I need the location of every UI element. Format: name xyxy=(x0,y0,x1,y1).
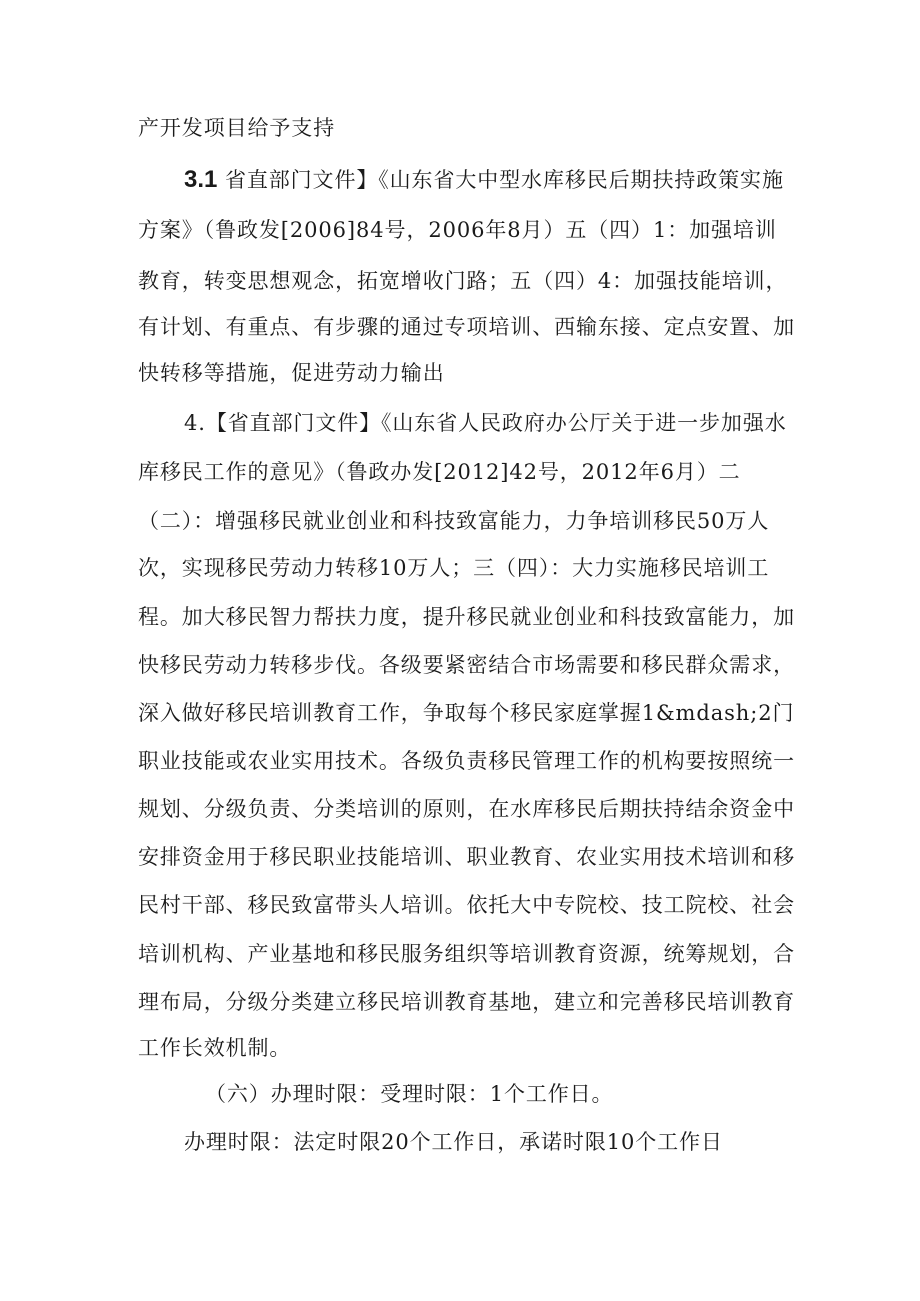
text-line-20: 工作长效机制。 xyxy=(138,1036,292,1060)
text-line-15: 规划、分级负责、分类培训的原则，在水库移民后期扶持结余资金中 xyxy=(138,797,795,821)
text-line-7: 4.【省直部门文件】《山东省人民政府办公厅关于进一步加强水 xyxy=(184,411,787,435)
text-line-16: 安排资金用于移民职业技能培训、职业教育、农业实用技术培训和移 xyxy=(138,845,795,869)
text-line-19: 理布局，分级分类建立移民培训教育基地，建立和完善移民培训教育 xyxy=(138,990,795,1014)
text-line-6: 快转移等措施，促进劳动力输出 xyxy=(138,361,445,385)
text-line-3: 方案》（鲁政发[2006]84号，2006年8月）五（四）1：加强培训 xyxy=(138,218,777,242)
text-line-18: 培训机构、产业基地和移民服务组织等培训教育资源，统筹规划，合 xyxy=(138,942,795,966)
text-line-12: 快移民劳动力转移步伐。各级要紧密结合市场需要和移民群众需求， xyxy=(138,653,795,677)
text-line-4: 教育，转变思想观念，拓宽增收门路；五（四）4：加强技能培训， xyxy=(138,269,788,293)
text-line-22: 办理时限：法定时限20个工作日，承诺时限10个工作日 xyxy=(184,1130,723,1154)
section-number: 3.1 xyxy=(184,166,218,193)
text-line-8: 库移民工作的意见》（鲁政办发[2012]42号，2012年6月）二 xyxy=(138,460,741,484)
text-line-2-body: 省直部门文件】《山东省大中型水库移民后期扶持政策实施 xyxy=(224,168,784,192)
text-line-14: 职业技能或农业实用技术。各级负责移民管理工作的机构要按照统一 xyxy=(138,749,795,773)
text-line-1: 产开发项目给予支持 xyxy=(138,116,336,140)
text-line-2 xyxy=(184,165,784,195)
text-line-13: 深入做好移民培训教育工作，争取每个移民家庭掌握1&mdash;2门 xyxy=(138,701,795,725)
text-line-9: （二）：增强移民就业创业和科技致富能力，力争培训移民50万人 xyxy=(138,509,770,533)
text-line-5: 有计划、有重点、有步骤的通过专项培训、西输东接、定点安置、加 xyxy=(138,315,795,339)
text-line-10: 次，实现移民劳动力转移10万人；三（四）：大力实施移民培训工 xyxy=(138,556,770,580)
text-line-21: （六）办理时限：受理时限：1个工作日。 xyxy=(205,1082,614,1106)
text-line-11: 程。加大移民智力帮扶力度，提升移民就业创业和科技致富能力，加 xyxy=(138,605,795,629)
text-line-17: 民村干部、移民致富带头人培训。依托大中专院校、技工院校、社会 xyxy=(138,893,795,917)
